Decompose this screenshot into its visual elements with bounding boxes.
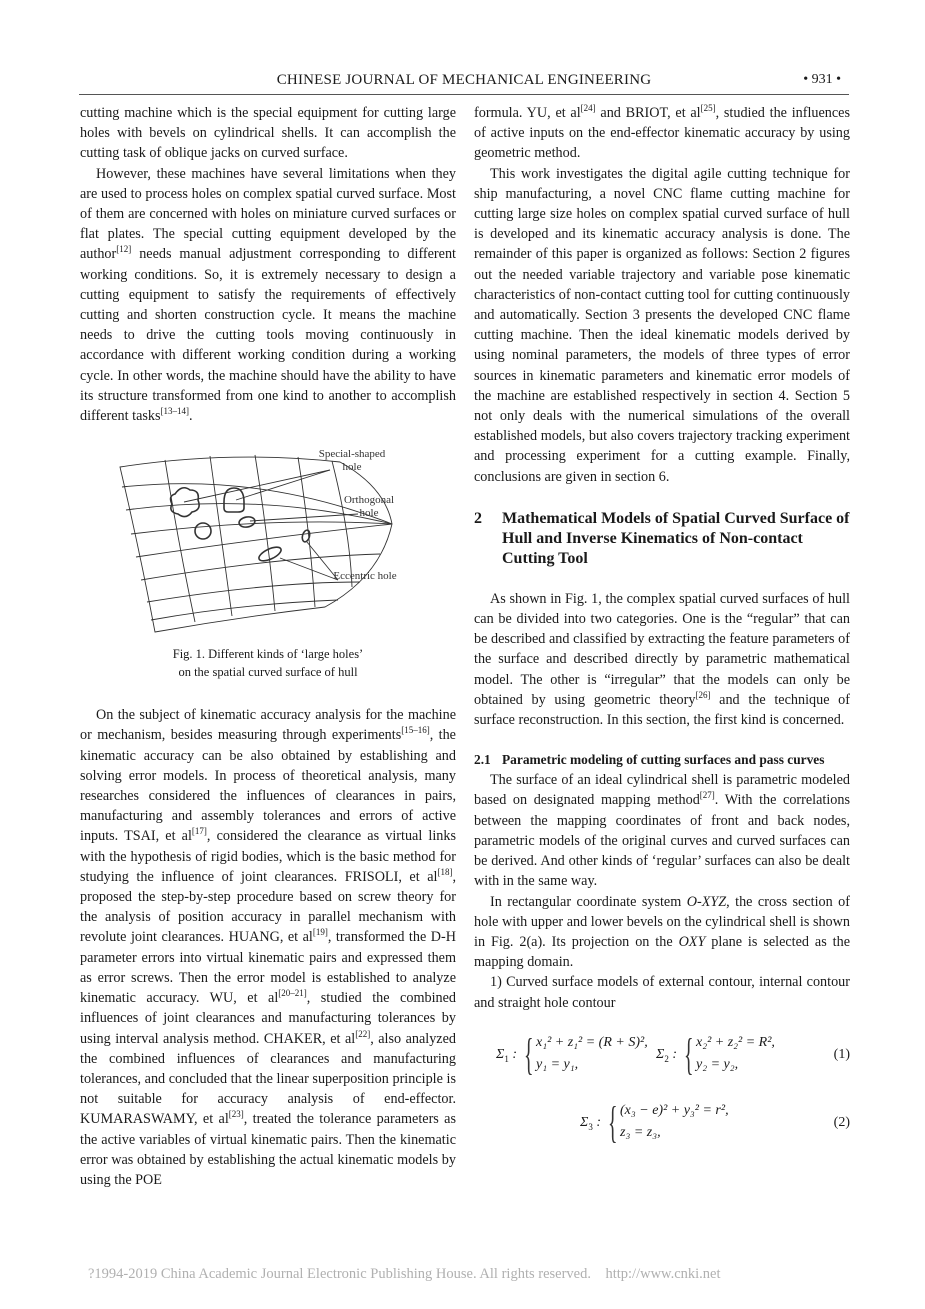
running-header (79, 70, 849, 95)
label-orthogonal-hole: Orthogonal hole (343, 494, 395, 520)
paragraph: cutting machine which is the special equipment for cutting large holes with bevels on cylindrical shells. It can accomplish the cutting task of oblique jacks on curved surface. (80, 105, 456, 162)
copyright-footer: ?1994-2019 China Academic Journal Electronic Publishing House. All rights reserved. http://www.cnki.net (88, 1266, 721, 1282)
paragraph: As shown in Fig. 1, the complex spatial curved surfaces of hull can be divided into two categories. One is the “regular” that can be described and classified by extracting the feature parameters of the surface and described directly by parametric mathematical model. The other is “irregular” that the models can only be obtained by using geometric theory[26] and the technique of surface reconstruction. In this section, the first kind is concerned. (474, 590, 850, 729)
citation: [12] (116, 244, 132, 255)
right-column (474, 103, 850, 1155)
paragraph: The surface of an ideal cylindrical shell is parametric modeled based on designated mapping method[27]. With the correlations between the mapping coordinates of front and back nodes, parametric models of the original curves and curved surfaces can be derived. And other kinds of ‘regular’ surfaces can also be dealt with in the same way. (474, 772, 851, 890)
section-heading-2: 2 Mathematical Models of Spatial Curved Surface of Hull and Inverse Kinematics of Non-contact Cutting Tool (474, 509, 850, 567)
paragraph: This work investigates the digital agile cutting technique for ship manufacturing, a novel CNC flame cutting machine for cutting large size holes on complex spatial curved surface of hull is developed and its kinematic accuracy analysis is done. The remainder of this paper is organized as follows: Section 2 figures out the needed variable trajectory and variable pose kinematic characteristics of non-contact cutting tool for cutting continuously and automatically. Section 3 presents the developed CNC flame cutting machine. Then the ideal kinematic models derived by using nominal parameters, the models of three types of error sources in kinematic parameters and kinematic error models of the machine are established respectively in section 4. Section 5 not only deals with the numerical simulations of the overall established models, but also covers trajectory tracking experiment and processing experiment for a cutting example. Finally, conclusions are given in section 6. (474, 165, 850, 485)
paragraph: In rectangular coordinate system O-XYZ, the cross section of hole with upper and lower bevels on the cylindrical shell is shown in Fig. 2(a). Its projection on the OXY plane is selected as the mapping domain. (474, 893, 850, 971)
citation: [13–14] (160, 406, 190, 417)
label-eccentric-hole: Eccentric hole (333, 570, 397, 583)
equation-2: $\Sigma_3$ : { (x₃ − e)² + y₃² = r², z₃ = z₃, (2) (580, 1097, 850, 1147)
journal-title: CHINESE JOURNAL OF MECHANICAL ENGINEERING (276, 72, 652, 88)
paragraph: On the subject of kinematic accuracy analysis for the machine or mechanism, besides measuring through experiments[15–16], the kinematic accuracy can be also obtained by establishing and solving error models. In process of theoretical analysis, many researches considered the influences of clearances in pairs, manufacturing and assembly tolerances and errors of active inputs. TSAI, et al[17], considered the clearance as virtual links with the hypothesis of rigid bodies, which is the basic method for studying the influence of joint clearances. FRISOLI, et al[18], proposed the step-by-step procedure based on screw theory for the analysis of position accuracy in parallel mechanism with revolute joint clearances. HUANG, et al[19], transformed the D-H parameter errors into virtual kinematic pairs and expressed them as error screws. Then the error model is established to analyze kinematic accuracy. WU, et al[20–21], studied the combined influences of joint clearances and manufacturing tolerances by using interval analysis method. CHAKER, et al[22], also analyzed the combined influences of clearances and manufacturing tolerances, and concluded that the linear superposition principle is not suitable for accuracy analysis of end-effector. KUMARASWAMY, et al[23], treated the tolerance parameters as the active variables of virtual kinematic pairs. Then the kinematic error was obtained by establishing the actual kinematic models by using the POE (80, 707, 457, 1188)
equation-1: $\Sigma_1$ : { x₁² + z₁² = (R + S)², y₁ = y₁, $\Sigma_2$ : { x₂² + z₂² = R², y₂ = y₂, (1) (496, 1029, 850, 1079)
figure-1 (80, 442, 456, 637)
section-heading-2-1: 2.1 Parametric modeling of cutting surfaces and pass curves (474, 752, 825, 768)
label-special-shaped-hole: Special-shaped hole (318, 448, 386, 474)
figure-caption: Fig. 1. Different kinds of ‘large holes’ on the spatial curved surface of hull (172, 647, 364, 680)
paragraph: formula. YU, et al[24] and BRIOT, et al[25], studied the influences of active inputs on the end-effector kinematic accuracy by using geometric method. (474, 103, 850, 162)
page-number: • 931 • (803, 72, 841, 87)
paragraph: 1) Curved surface models of external contour, internal contour and straight hole contour (474, 974, 850, 1011)
paragraph: However, these machines have several limitations when they are used to process holes on complex spatial curved surface. Most of them are concerned with holes on miniature curved surfaces or flat plates. The special cutting equipment developed by the author[12] needs manual adjustment corresponding to different working conditions. So, it is extremely necessary to design a cutting equipment to satisfy the requirements of effectively cutting and shorten construction cycle. It means the machine needs to drive the cutting tools moving continuously in accordance with different working condition during a working cycle. In other words, the machine should have the ability to have its structure transformed from one kind to another to accomplish different tasks[13–14]. (80, 165, 456, 425)
left-column (80, 103, 456, 1190)
